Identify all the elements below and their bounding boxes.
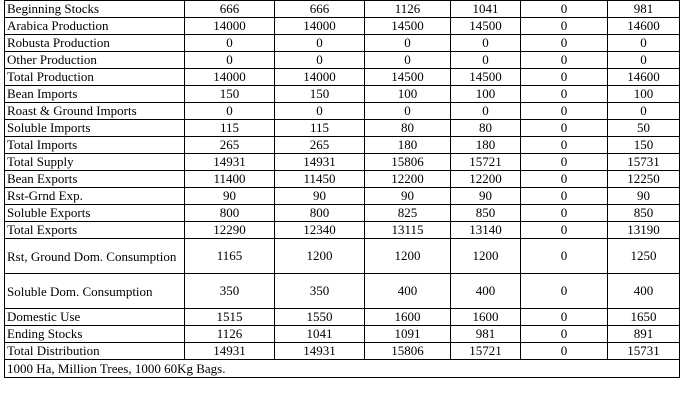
- row-label: Bean Exports: [5, 171, 185, 188]
- row-label: Total Production: [5, 69, 185, 86]
- table-cell: 0: [521, 18, 608, 35]
- table-cell: 0: [451, 35, 521, 52]
- table-cell: 891: [608, 326, 680, 343]
- table-cell: 15731: [608, 154, 680, 171]
- table-cell: 14931: [185, 154, 275, 171]
- table-cell: 1200: [275, 239, 365, 274]
- table-cell: 1165: [185, 239, 275, 274]
- table-cell: 14500: [365, 18, 451, 35]
- table-cell: 90: [608, 188, 680, 205]
- table-row: [5, 326, 680, 343]
- table-cell: 1200: [365, 239, 451, 274]
- table-row: [5, 35, 680, 52]
- table-cell: 11450: [275, 171, 365, 188]
- table-row: [5, 205, 680, 222]
- table-cell: 15806: [365, 154, 451, 171]
- table-cell: 0: [521, 52, 608, 69]
- table-cell: 14931: [275, 343, 365, 360]
- table-cell: 14000: [185, 18, 275, 35]
- table-cell: 150: [275, 86, 365, 103]
- table-cell: 0: [521, 309, 608, 326]
- table-cell: 14600: [608, 18, 680, 35]
- table-cell: 0: [521, 69, 608, 86]
- row-label: Domestic Use: [5, 309, 185, 326]
- table-row: [5, 343, 680, 360]
- table-cell: 1600: [451, 309, 521, 326]
- table-cell: 100: [451, 86, 521, 103]
- table-cell: 12250: [608, 171, 680, 188]
- units-footnote: 1000 Ha, Million Trees, 1000 60Kg Bags.: [5, 360, 680, 378]
- table-cell: 11400: [185, 171, 275, 188]
- table-cell: 15806: [365, 343, 451, 360]
- row-label: Rst, Ground Dom. Consumption: [5, 239, 185, 274]
- table-cell: 800: [275, 205, 365, 222]
- table-cell: 1515: [185, 309, 275, 326]
- table-cell: 1126: [365, 1, 451, 18]
- table-cell: 14000: [275, 69, 365, 86]
- table-cell: 0: [521, 154, 608, 171]
- table-row: [5, 18, 680, 35]
- table-cell: 0: [365, 35, 451, 52]
- table-row: [5, 103, 680, 120]
- table-cell: 0: [275, 52, 365, 69]
- table-cell: 0: [275, 103, 365, 120]
- table-cell: 666: [275, 1, 365, 18]
- table-cell: 12340: [275, 222, 365, 239]
- table-cell: 0: [521, 120, 608, 137]
- table-cell: 1250: [608, 239, 680, 274]
- table-cell: 100: [608, 86, 680, 103]
- table-row: [5, 1, 680, 18]
- table-cell: 115: [185, 120, 275, 137]
- table-cell: 150: [185, 86, 275, 103]
- table-row: [5, 239, 680, 274]
- row-label: Other Production: [5, 52, 185, 69]
- table-cell: 80: [365, 120, 451, 137]
- row-label: Total Supply: [5, 154, 185, 171]
- table-cell: 1041: [275, 326, 365, 343]
- table-cell: 400: [365, 274, 451, 309]
- table-cell: 850: [451, 205, 521, 222]
- row-label: Bean Imports: [5, 86, 185, 103]
- table-cell: 0: [521, 205, 608, 222]
- row-label: Rst-Grnd Exp.: [5, 188, 185, 205]
- table-cell: 14500: [451, 69, 521, 86]
- table-cell: 825: [365, 205, 451, 222]
- table-cell: 14500: [365, 69, 451, 86]
- row-label: Total Exports: [5, 222, 185, 239]
- table-cell: 15721: [451, 154, 521, 171]
- table-cell: 0: [521, 86, 608, 103]
- table-cell: 0: [521, 188, 608, 205]
- table-row: [5, 188, 680, 205]
- table-cell: 0: [521, 239, 608, 274]
- table-cell: 14000: [185, 69, 275, 86]
- table-cell: 1600: [365, 309, 451, 326]
- table-row: [5, 222, 680, 239]
- table-cell: 12290: [185, 222, 275, 239]
- row-label: Soluble Dom. Consumption: [5, 274, 185, 309]
- table-cell: 150: [608, 137, 680, 154]
- table-cell: 12200: [365, 171, 451, 188]
- row-label: Robusta Production: [5, 35, 185, 52]
- table-cell: 0: [365, 52, 451, 69]
- table-cell: 0: [521, 171, 608, 188]
- table-cell: 0: [608, 52, 680, 69]
- coffee-supply-distribution-table: [4, 0, 680, 378]
- footnote-row: [5, 360, 680, 378]
- table-row: [5, 154, 680, 171]
- table-cell: 0: [521, 1, 608, 18]
- table-cell: 265: [185, 137, 275, 154]
- table-cell: 14600: [608, 69, 680, 86]
- table-cell: 80: [451, 120, 521, 137]
- row-label: Ending Stocks: [5, 326, 185, 343]
- table-cell: 90: [451, 188, 521, 205]
- row-label: Roast & Ground Imports: [5, 103, 185, 120]
- table-cell: 265: [275, 137, 365, 154]
- table-cell: 90: [275, 188, 365, 205]
- table-cell: 350: [185, 274, 275, 309]
- table-cell: 0: [608, 35, 680, 52]
- table-row: [5, 171, 680, 188]
- row-label: Total Imports: [5, 137, 185, 154]
- table-cell: 0: [521, 35, 608, 52]
- table-cell: 90: [185, 188, 275, 205]
- table-cell: 1550: [275, 309, 365, 326]
- table-row: [5, 86, 680, 103]
- table-cell: 180: [365, 137, 451, 154]
- table-cell: 13115: [365, 222, 451, 239]
- table-cell: 14500: [451, 18, 521, 35]
- table-cell: 1091: [365, 326, 451, 343]
- table-cell: 0: [275, 35, 365, 52]
- table-cell: 800: [185, 205, 275, 222]
- table-cell: 14931: [275, 154, 365, 171]
- row-label: Total Distribution: [5, 343, 185, 360]
- table-cell: 850: [608, 205, 680, 222]
- table-cell: 115: [275, 120, 365, 137]
- table-cell: 0: [185, 52, 275, 69]
- table-cell: 0: [185, 103, 275, 120]
- row-label: Arabica Production: [5, 18, 185, 35]
- table-cell: 1126: [185, 326, 275, 343]
- table-cell: 90: [365, 188, 451, 205]
- table-cell: 666: [185, 1, 275, 18]
- table-cell: 0: [365, 103, 451, 120]
- table-cell: 0: [521, 343, 608, 360]
- table-cell: 0: [451, 103, 521, 120]
- row-label: Beginning Stocks: [5, 1, 185, 18]
- table-cell: 1041: [451, 1, 521, 18]
- table-cell: 400: [608, 274, 680, 309]
- table-row: [5, 274, 680, 309]
- table-cell: 180: [451, 137, 521, 154]
- table-row: [5, 309, 680, 326]
- table-body: [5, 1, 680, 378]
- table-cell: 100: [365, 86, 451, 103]
- table-cell: 15721: [451, 343, 521, 360]
- table-cell: 50: [608, 120, 680, 137]
- table-cell: 12200: [451, 171, 521, 188]
- table-cell: 350: [275, 274, 365, 309]
- row-label: Soluble Imports: [5, 120, 185, 137]
- table-cell: 15731: [608, 343, 680, 360]
- table-cell: 1650: [608, 309, 680, 326]
- table-cell: 0: [521, 222, 608, 239]
- table-cell: 0: [608, 103, 680, 120]
- table-cell: 0: [521, 137, 608, 154]
- table-cell: 14000: [275, 18, 365, 35]
- table-row: [5, 52, 680, 69]
- table-row: [5, 137, 680, 154]
- table-cell: 0: [521, 274, 608, 309]
- table-cell: 0: [451, 52, 521, 69]
- table-cell: 0: [185, 35, 275, 52]
- table-cell: 0: [521, 326, 608, 343]
- table-cell: 0: [521, 103, 608, 120]
- row-label: Soluble Exports: [5, 205, 185, 222]
- table-cell: 981: [608, 1, 680, 18]
- table-cell: 1200: [451, 239, 521, 274]
- table-cell: 981: [451, 326, 521, 343]
- table-cell: 14931: [185, 343, 275, 360]
- table-cell: 400: [451, 274, 521, 309]
- table-row: [5, 120, 680, 137]
- table-row: [5, 69, 680, 86]
- table-cell: 13190: [608, 222, 680, 239]
- table-cell: 13140: [451, 222, 521, 239]
